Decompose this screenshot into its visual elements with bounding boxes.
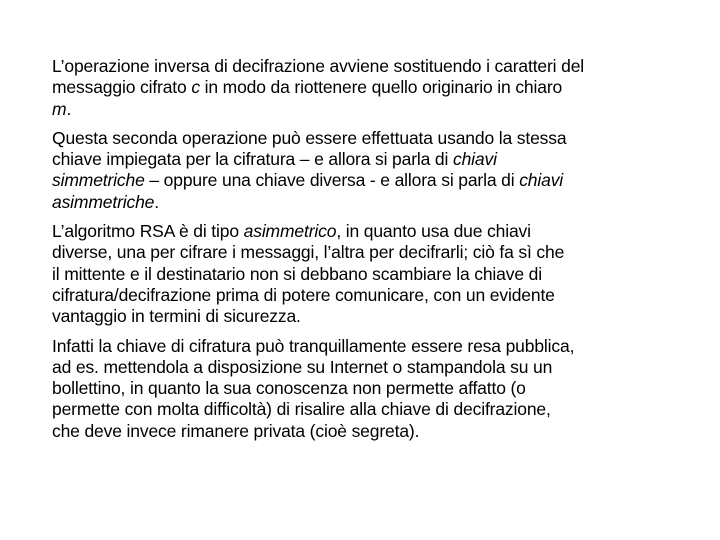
text-line: vantaggio in termini di sicurezza. — [52, 306, 301, 327]
text-line: ad es. mettendola a disposizione su Internet o stampandola su un — [52, 356, 553, 377]
text-line: il mittente e il destinatario non si debbano scambiare la chiave di — [52, 263, 542, 284]
text-line: permette con molta difficoltà) di risalire alla chiave di decifrazione, — [52, 399, 551, 420]
slide-body — [52, 56, 712, 450]
paragraph-decryption — [52, 56, 712, 120]
text-line: L’algoritmo RSA è di tipo asimmetrico, in quanto usa due chiavi — [52, 221, 531, 242]
text-line: diverse, una per cifrare i messaggi, l’altra per decifrarli; ciò fa sì che — [52, 242, 565, 263]
text-line: chiave impiegata per la cifratura – e allora si parla di chiavi — [52, 149, 497, 170]
text-line: asimmetriche. — [52, 191, 159, 212]
text-line: messaggio cifrato c in modo da riottenere quello originario in chiaro — [52, 77, 563, 98]
text-line: Questa seconda operazione può essere effettuata usando la stessa — [52, 127, 567, 148]
text-line: simmetriche – oppure una chiave diversa - e allora si parla di chiavi — [52, 170, 564, 191]
paragraph-public-key — [52, 336, 712, 442]
text-line: che deve invece rimanere privata (cioè segreta). — [52, 420, 420, 441]
text-line: cifratura/decifrazione prima di potere comunicare, con un evidente — [52, 284, 555, 305]
paragraph-rsa — [52, 221, 712, 327]
text-line: Infatti la chiave di cifratura può tranquillamente essere resa pubblica, — [52, 335, 575, 356]
text-line: L’operazione inversa di decifrazione avviene sostituendo i caratteri del — [52, 56, 585, 76]
text-line: bollettino, in quanto la sua conoscenza non permette affatto (o — [52, 378, 526, 399]
paragraph-symmetric-keys — [52, 128, 712, 213]
text-line: m. — [52, 98, 72, 119]
